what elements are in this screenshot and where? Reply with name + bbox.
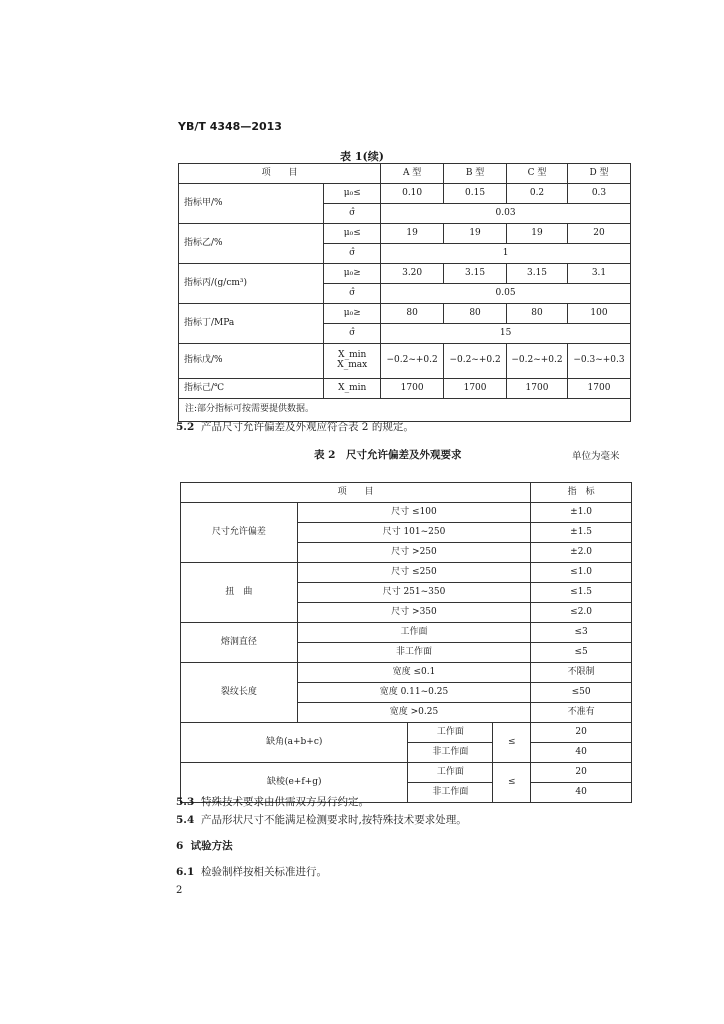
symbol-cell: μ₀≤ [324,184,381,204]
value-cell: 0.3 [567,184,630,204]
row-label: 指标甲/% [179,184,324,224]
condition-cell: 尺寸 101~250 [297,523,530,543]
value-cell: 0.10 [381,184,444,204]
table-row [179,379,631,399]
section-text: 检验制样按相关标准进行。 [200,866,327,878]
symbol-cell: X_min X_max [324,344,381,379]
value-header: 指 标 [531,483,632,503]
value-cell: ±1.0 [531,503,632,523]
row-label: 缺棱(e+f+g) [181,763,408,803]
table-header-row [181,483,632,503]
symbol-cell: ≤ [493,763,531,803]
value-cell: ≤50 [531,683,632,703]
condition-cell: 工作面 [408,763,493,783]
value-cell: 80 [507,304,568,324]
value-cell: 20 [531,763,632,783]
merged-value-cell: 0.03 [381,204,631,224]
value-cell: 0.15 [444,184,507,204]
value-cell: ≤2.0 [531,603,632,623]
row-label: 扭 曲 [181,563,298,623]
column-header: D 型 [567,164,630,184]
value-cell: −0.2~+0.2 [507,344,568,379]
row-label: 指标乙/% [179,224,324,264]
value-cell: −0.2~+0.2 [444,344,507,379]
value-cell: 1700 [507,379,568,399]
table-row [181,723,632,743]
value-cell: 3.15 [444,264,507,284]
value-cell: 1700 [444,379,507,399]
value-cell: ±1.5 [531,523,632,543]
section-number: 5.2 [176,421,195,433]
symbol-cell: X_min [324,379,381,399]
section-text: 特殊技术要求由供需双方另行约定。 [200,796,369,808]
section-number: 5.4 [176,814,195,826]
value-cell: 1700 [381,379,444,399]
table-1 [178,163,631,422]
section-title: 试验方法 [190,840,233,852]
value-cell: ≤1.0 [531,563,632,583]
table1-caption: 表 1(续) [340,150,384,163]
value-cell: 19 [444,224,507,244]
value-cell: 20 [531,723,632,743]
condition-cell: 尺寸 251~350 [297,583,530,603]
condition-cell: 宽度 >0.25 [297,703,530,723]
value-cell: 不限制 [531,663,632,683]
row-label: 指标己/℃ [179,379,324,399]
table-header-row [179,164,631,184]
row-label: 裂纹长度 [181,663,298,723]
section-number: 5.3 [176,796,195,808]
value-cell: 100 [567,304,630,324]
section-number: 6.1 [176,866,195,878]
table-row [181,763,632,783]
condition-cell: 宽度 ≤0.1 [297,663,530,683]
symbol-cell: σ̂ [324,204,381,224]
condition-cell: 非工作面 [408,783,493,803]
table-row [179,224,631,244]
row-label: 指标戊/% [179,344,324,379]
value-cell: 80 [444,304,507,324]
section-text: 产品形状尺寸不能满足检测要求时,按特殊技术要求处理。 [200,814,467,826]
table-row [179,264,631,284]
table-row [181,563,632,583]
section-6-heading [176,838,233,853]
table-row [181,663,632,683]
symbol-cell: ≤ [493,723,531,763]
condition-cell: 尺寸 ≤250 [297,563,530,583]
value-cell: ≤1.5 [531,583,632,603]
value-cell: 40 [531,783,632,803]
item-header: 项 目 [179,164,381,184]
value-cell: ≤3 [531,623,632,643]
section-5-4 [176,812,467,827]
condition-cell: 非工作面 [408,743,493,763]
value-cell: 3.20 [381,264,444,284]
section-text: 产品尺寸允许偏差及外观应符合表 2 的规定。 [200,421,414,433]
table2-caption: 表 2 尺寸允许偏差及外观要求 [314,449,462,461]
table-row [181,503,632,523]
table-note: 注:部分指标可按需要提供数据。 [179,399,631,422]
item-header: 项 目 [181,483,531,503]
page-number: 2 [176,885,183,896]
table-row [179,344,631,379]
table-row [181,623,632,643]
table2-unit: 单位为毫米 [572,451,620,462]
section-5-3 [176,794,369,809]
section-number: 6 [176,840,184,852]
value-cell: 3.15 [507,264,568,284]
row-label: 缺角(a+b+c) [181,723,408,763]
value-cell: 0.2 [507,184,568,204]
value-cell: ±2.0 [531,543,632,563]
value-cell: 不准有 [531,703,632,723]
condition-cell: 宽度 0.11~0.25 [297,683,530,703]
merged-value-cell: 0.05 [381,284,631,304]
column-header: A 型 [381,164,444,184]
value-cell: −0.3~+0.3 [567,344,630,379]
condition-cell: 尺寸 >250 [297,543,530,563]
symbol-cell: μ₀≤ [324,224,381,244]
merged-value-cell: 1 [381,244,631,264]
value-cell: 3.1 [567,264,630,284]
column-header: B 型 [444,164,507,184]
row-label: 熔洞直径 [181,623,298,663]
condition-cell: 工作面 [408,723,493,743]
value-cell: 1700 [567,379,630,399]
merged-value-cell: 15 [381,324,631,344]
document-code-header: YB/T 4348—2013 [178,120,282,133]
value-cell: ≤5 [531,643,632,663]
row-label: 指标丙/(g/cm³) [179,264,324,304]
condition-cell: 工作面 [297,623,530,643]
value-cell: 40 [531,743,632,763]
value-cell: 19 [381,224,444,244]
section-5-2 [176,419,414,434]
value-cell: 20 [567,224,630,244]
table-2 [180,482,632,803]
section-6-1 [176,864,327,879]
symbol-cell: σ̂ [324,244,381,264]
symbol-cell: σ̂ [324,324,381,344]
condition-cell: 尺寸 >350 [297,603,530,623]
value-cell: 19 [507,224,568,244]
table-row [179,184,631,204]
row-label: 指标丁/MPa [179,304,324,344]
value-cell: −0.2~+0.2 [381,344,444,379]
value-cell: 80 [381,304,444,324]
symbol-cell: μ₀≥ [324,264,381,284]
table-row [179,304,631,324]
condition-cell: 非工作面 [297,643,530,663]
row-label: 尺寸允许偏差 [181,503,298,563]
condition-cell: 尺寸 ≤100 [297,503,530,523]
symbol-cell: σ̂ [324,284,381,304]
column-header: C 型 [507,164,568,184]
symbol-cell: μ₀≥ [324,304,381,324]
